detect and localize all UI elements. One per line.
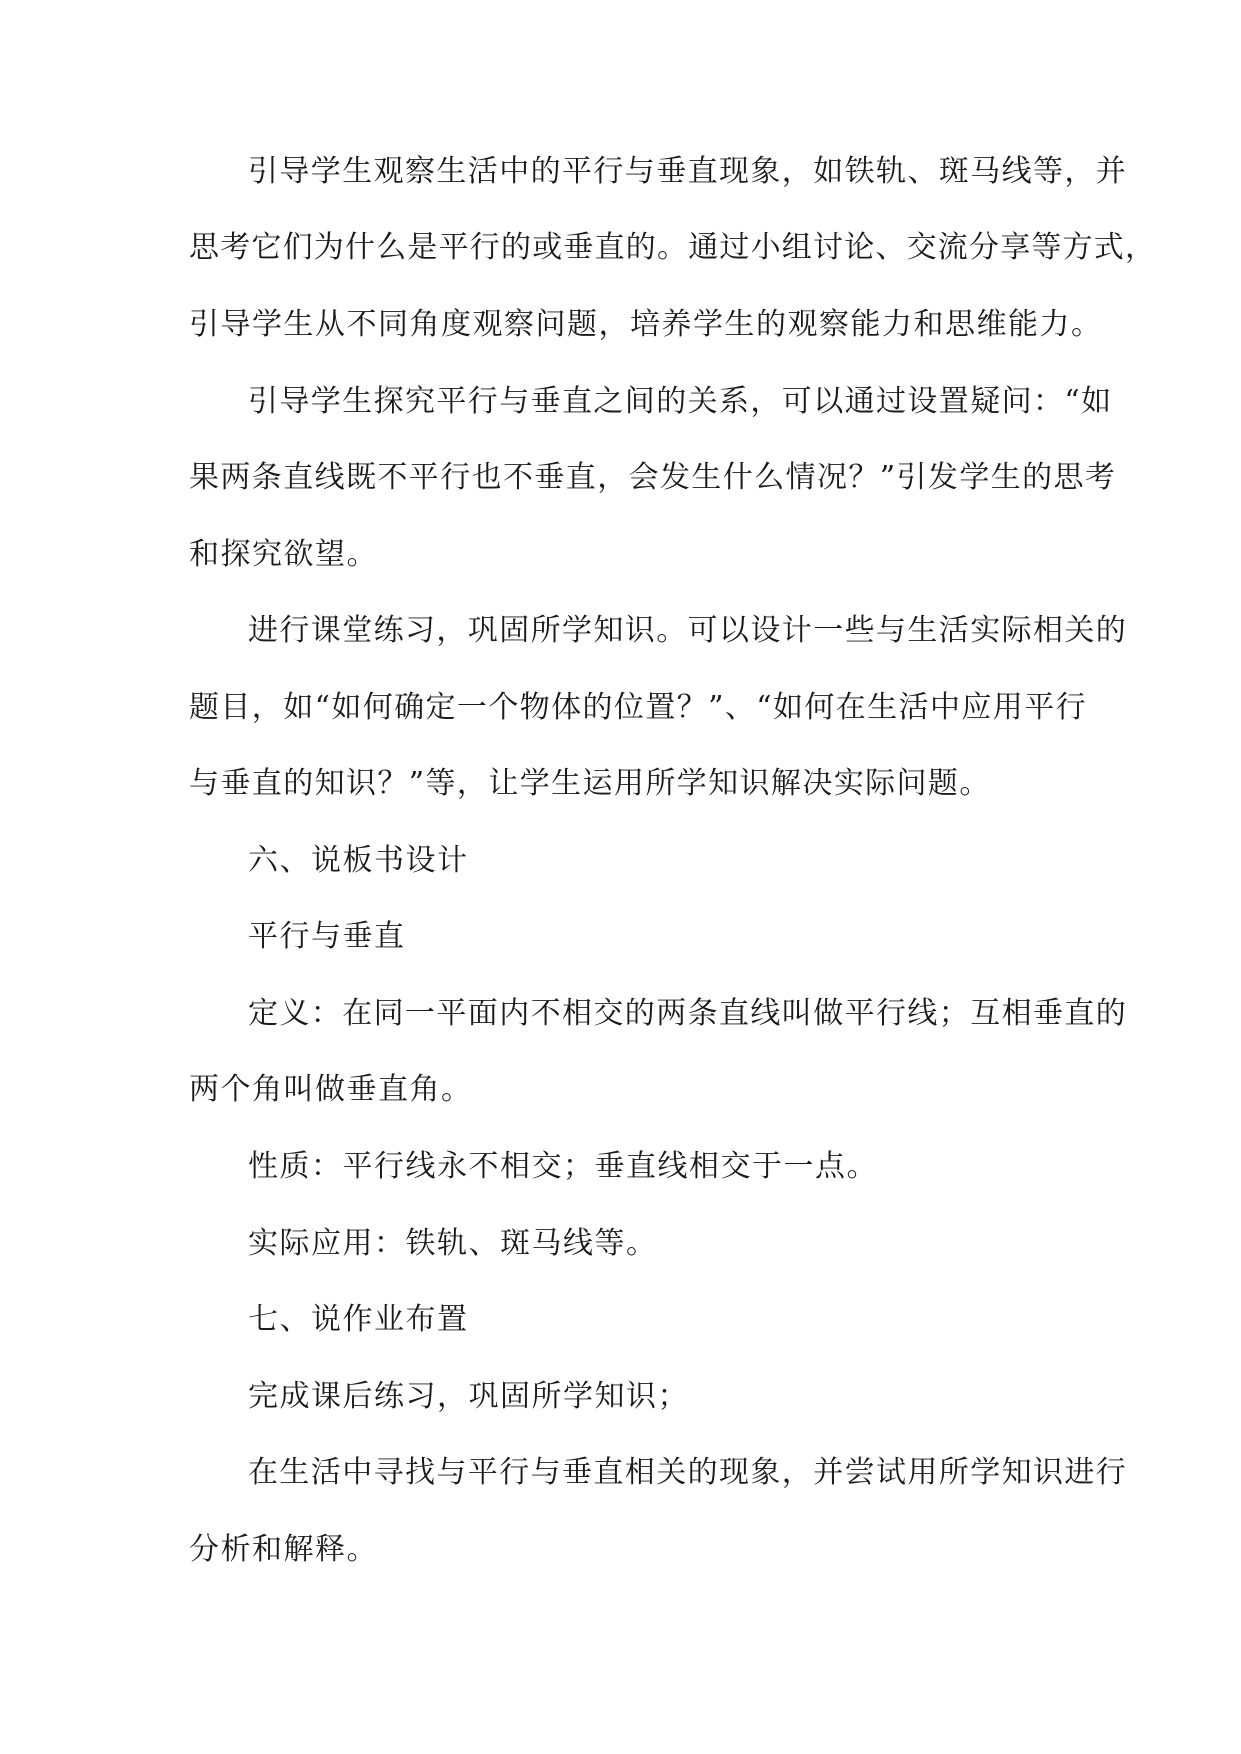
paragraph-explore-line-2: 果两条直线既不平行也不垂直，会发生什么情况？”引发学生的思考 [189,460,1117,495]
homework-line-1: 完成课后练习，巩固所学知识； [248,1379,689,1414]
homework-line-3: 分析和解释。 [189,1532,378,1567]
definition-line-1: 定义：在同一平面内不相交的两条直线叫做平行线；互相垂直的 [248,996,1128,1031]
paragraph-explore-line-1: 引导学生探究平行与垂直之间的关系，可以通过设置疑问：“如 [248,384,1113,419]
application-line: 实际应用：铁轨、斑马线等。 [248,1226,658,1261]
section-heading-homework: 七、说作业布置 [248,1302,469,1337]
paragraph-explore-line-3: 和探究欲望。 [189,537,378,572]
property-line: 性质：平行线永不相交；垂直线相交于一点。 [248,1149,878,1184]
section-heading-board-design: 六、说板书设计 [248,843,469,878]
paragraph-practice-line-2: 题目，如“如何确定一个物体的位置？”、“如何在生活中应用平行 [189,690,1088,725]
definition-line-2: 两个角叫做垂直角。 [189,1072,473,1107]
paragraph-observe-line-2: 思考它们为什么是平行的或垂直的。通过小组讨论、交流分享等方式， [189,230,1157,265]
paragraph-practice-line-1: 进行课堂练习，巩固所学知识。可以设计一些与生活实际相关的 [248,613,1128,648]
paragraph-practice-line-3: 与垂直的知识？”等，让学生运用所学知识解决实际问题。 [189,766,991,801]
board-title: 平行与垂直 [248,919,406,954]
paragraph-observe-line-3: 引导学生从不同角度观察问题，培养学生的观察能力和思维能力。 [189,307,1103,342]
homework-line-2: 在生活中寻找与平行与垂直相关的现象，并尝试用所学知识进行 [248,1455,1128,1490]
paragraph-observe-line-1: 引导学生观察生活中的平行与垂直现象，如铁轨、斑马线等，并 [248,154,1128,189]
